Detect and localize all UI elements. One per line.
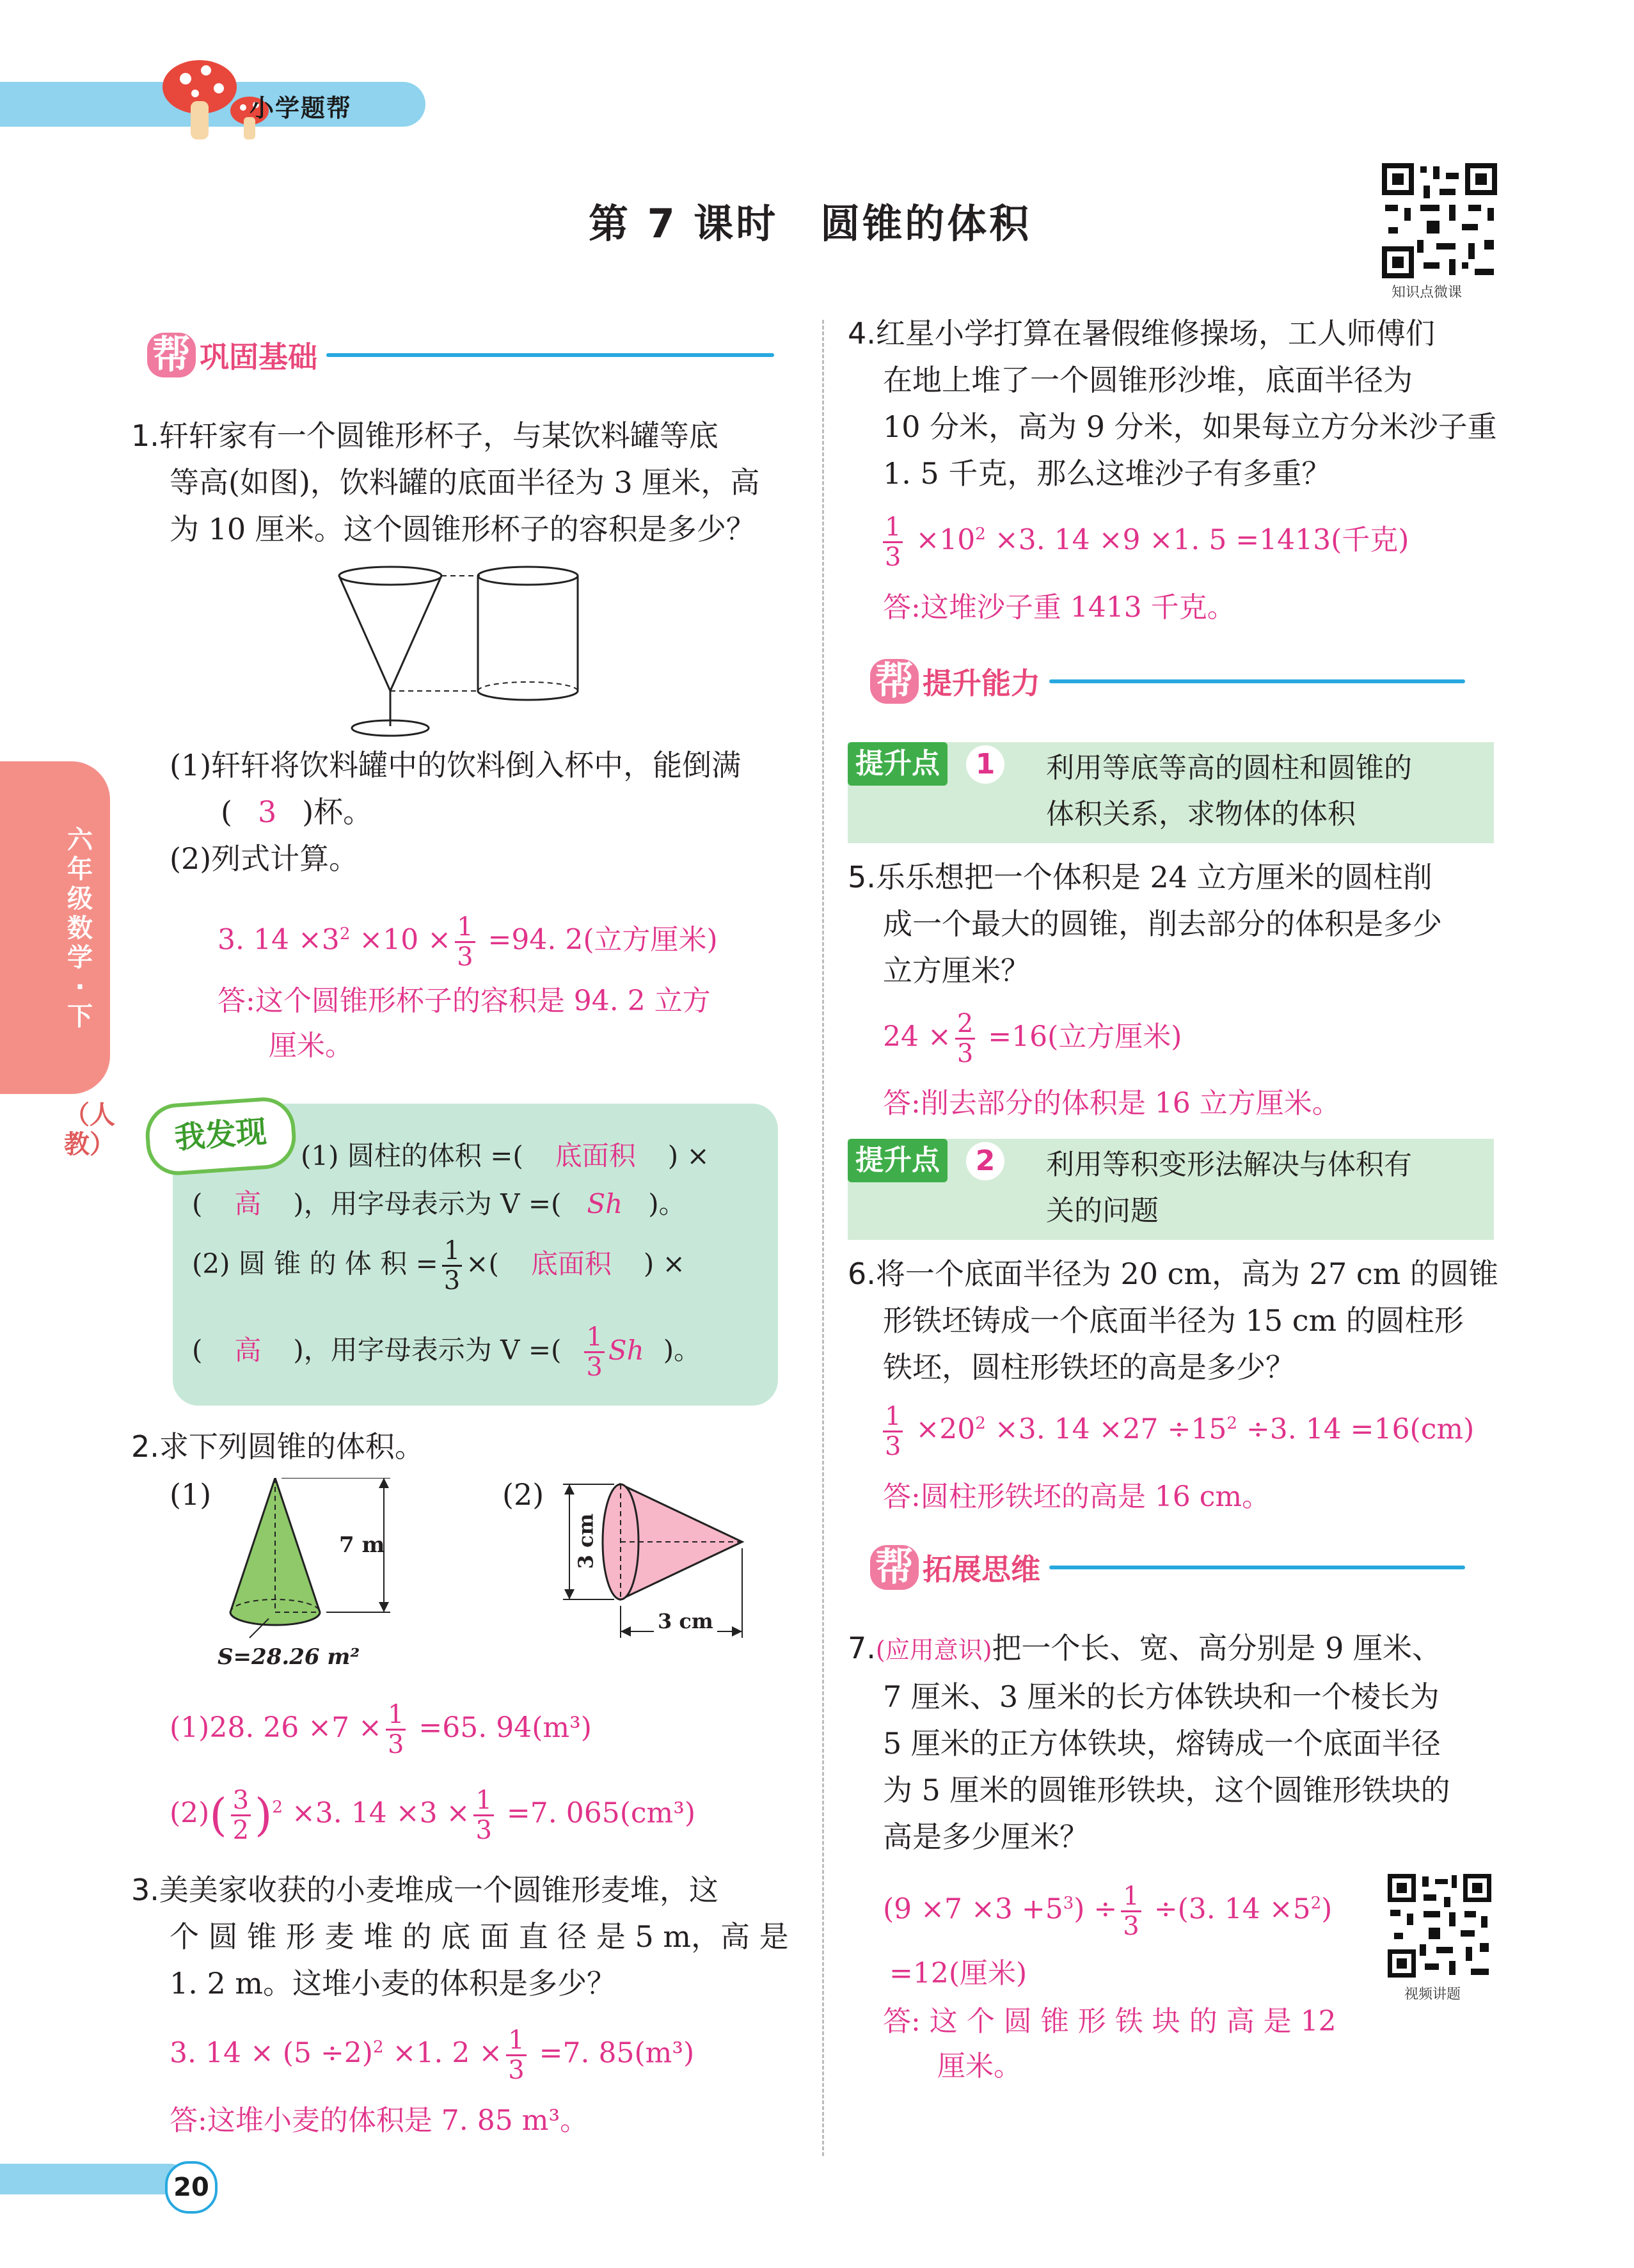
section-rule xyxy=(1049,1566,1465,1569)
page-title: 第 7 课时 圆锥的体积 xyxy=(589,200,1032,247)
sidebar-grade: 六年级数学·下 xyxy=(67,825,93,1031)
q1-calc: 3. $14 \times 3^2 \times 10$ × $\frac{1}{3}$ =94. 2(立方厘米) xyxy=(218,912,718,972)
section-rule xyxy=(326,353,774,357)
brand-label: 小学题帮 xyxy=(250,94,353,122)
q6-calc: $\frac{1}{3}$ $\times 20^2 \times 3$. $14 \times 27 \div 15^2 \div 3$. 14 =16(cm) xyxy=(883,1401,1474,1459)
discovery-label: 我发现 xyxy=(143,1095,297,1177)
question-2: 2.求下列圆锥的体积。 xyxy=(131,1429,424,1464)
section-header-extend xyxy=(870,1545,1465,1590)
section-rule xyxy=(1049,679,1465,683)
qr-caption: 视频讲题 xyxy=(1404,1986,1461,2002)
key-point-text: 利用等积变形法解决与体积有 关的问题 xyxy=(1046,1148,1412,1227)
discover-line-2: ( 高 )，用字母表示为 V =( Sh )。 xyxy=(192,1188,686,1219)
footer-band xyxy=(0,2164,186,2194)
cone-figure-1 xyxy=(211,1478,416,1670)
qr-code-icon xyxy=(1379,160,1500,282)
question-1-sub: (1)轩轩将饮料罐中的饮料倒入杯中，能倒满 ( 3 )杯。 (2)列式计算。 xyxy=(170,748,742,876)
q2-answer-2: (2)( $\frac{3}{2}$ )$^2$ ×3. 14 ×3 × $\frac{1}{3}$ =7. 065(cm³) xyxy=(170,1785,696,1845)
q6-answer: 答:圆柱形铁坯的高是 16 cm。 xyxy=(883,1480,1271,1513)
q7-calc-result: =12(厘米) xyxy=(889,1957,1027,1990)
q4-calc: $\frac{1}{3}$ $\times 10^2 \times 3$. 14 ×9 ×1. 5 =1413(千克) xyxy=(883,512,1409,570)
key-point-label: 提升点 xyxy=(848,742,948,786)
section-header-improve xyxy=(870,659,1465,704)
q1-answer: 答:这个圆锥形杯子的容积是 94. 2 立方 厘米。 xyxy=(218,985,711,1062)
bang-badge: 帮 xyxy=(870,659,919,704)
q3-answer: 答:这堆小麦的体积是 7. 85 m³。 xyxy=(170,2104,589,2137)
question-1: 1.轩轩家有一个圆锥形杯子，与某饮料罐等底 等高(如图)，饮料罐的底面半径为 3 厘米，高 为 10 厘米。这个圆锥形杯子的容积是多少？ xyxy=(131,418,760,546)
q7-answer: 答: 这 个 圆 锥 形 铁 块 的 高 是 12 厘米。 xyxy=(883,2005,1337,2082)
q4-answer: 答:这堆沙子重 1413 千克。 xyxy=(883,591,1235,624)
bang-badge: 帮 xyxy=(870,1545,919,1590)
key-point-number: 1 xyxy=(966,745,1004,784)
q5-answer: 答:削去部分的体积是 16 立方厘米。 xyxy=(883,1087,1340,1120)
sidebar-edition: （人教） xyxy=(64,1100,115,1159)
qr-code-icon xyxy=(1385,1871,1494,1980)
q3-calc: 3. $14 \times (5 \div 2)^2 \times 1$. 2 × $\frac{1}{3}$ =7. 85(m³) xyxy=(170,2025,695,2085)
fig1-label: (1) xyxy=(170,1477,212,1512)
cup-and-can-figure xyxy=(333,563,589,742)
discover-line-1: (1) 圆柱的体积 =( 底面积 ) × xyxy=(301,1140,710,1171)
page-number: 20 xyxy=(165,2161,218,2214)
q7-calc: $(9 \times 7 \times 3 +5^3)$ ÷ $\frac{1}{3}$ ÷(3. $14 \times 5^2$) xyxy=(883,1881,1333,1941)
fig2-length: 3 cm xyxy=(654,1609,717,1633)
discover-line-4: ( 高 )，用字母表示为 V =( $\frac{1}{3}$ Sh )。 xyxy=(192,1322,701,1382)
key-point-number: 2 xyxy=(966,1142,1004,1180)
key-point-label: 提升点 xyxy=(848,1139,948,1182)
discover-line-3: (2) 圆 锥 的 体 积 = $\frac{1}{3}$ ×( 底面积 ) × xyxy=(192,1236,685,1296)
q5-calc: 24 × $\frac{2}{3}$ =16(立方厘米) xyxy=(883,1009,1182,1068)
fig2-diameter: 3 cm xyxy=(573,1513,598,1569)
section-label: 提升能力 xyxy=(923,666,1040,701)
fig2-label: (2) xyxy=(502,1477,544,1512)
q2-answer-1: (1)28. 26 ×7 × $\frac{1}{3}$ =65. 94(m³) xyxy=(170,1700,592,1759)
bang-badge: 帮 xyxy=(147,333,196,377)
question-3: 3.美美家收获的小麦堆成一个圆锥形麦堆，这 个 圆 锥 形 麦 堆 的 底 面 直 径 是 5 m，高 是 1. 2 m。这堆小麦的体积是多少？ xyxy=(131,1873,789,2001)
question-7: 7.(应用意识)把一个长、宽、高分别是 9 厘米、 7 厘米、3 厘米的长方体铁块和一个棱长为 5 厘米的正方体铁块，熔铸成一个底面半径 为 5 厘米的圆锥形铁块，这个圆锥形铁块的 高是多少厘米？ xyxy=(848,1631,1450,1854)
fig1-height: 7 m xyxy=(339,1532,385,1558)
question-4: 4.红星小学打算在暑假维修操场，工人师傅们 在地上堆了一个圆锥形沙堆，底面半径为 10 分米，高为 9 分米，如果每立方分米沙子重 1. 5 千克，那么这堆沙子有多重？ xyxy=(848,316,1497,491)
question-6: 6.将一个底面半径为 20 cm，高为 27 cm 的圆锥 形铁坯铸成一个底面半径为 15 cm 的圆柱形 铁坯，圆柱形铁坯的高是多少？ xyxy=(848,1257,1498,1384)
question-5: 5.乐乐想把一个体积是 24 立方厘米的圆柱削 成一个最大的圆锥，削去部分的体积是多少 立方厘米？ xyxy=(848,860,1442,988)
fig1-area: S=28.26 m² xyxy=(218,1644,360,1670)
section-header-basics xyxy=(147,333,774,377)
section-label: 巩固基础 xyxy=(200,340,317,374)
section-label: 拓展思维 xyxy=(923,1552,1040,1587)
qr-caption: 知识点微课 xyxy=(1392,285,1463,301)
column-divider xyxy=(822,320,824,2156)
key-point-text: 利用等底等高的圆柱和圆锥的 体积关系，求物体的体积 xyxy=(1046,752,1412,830)
